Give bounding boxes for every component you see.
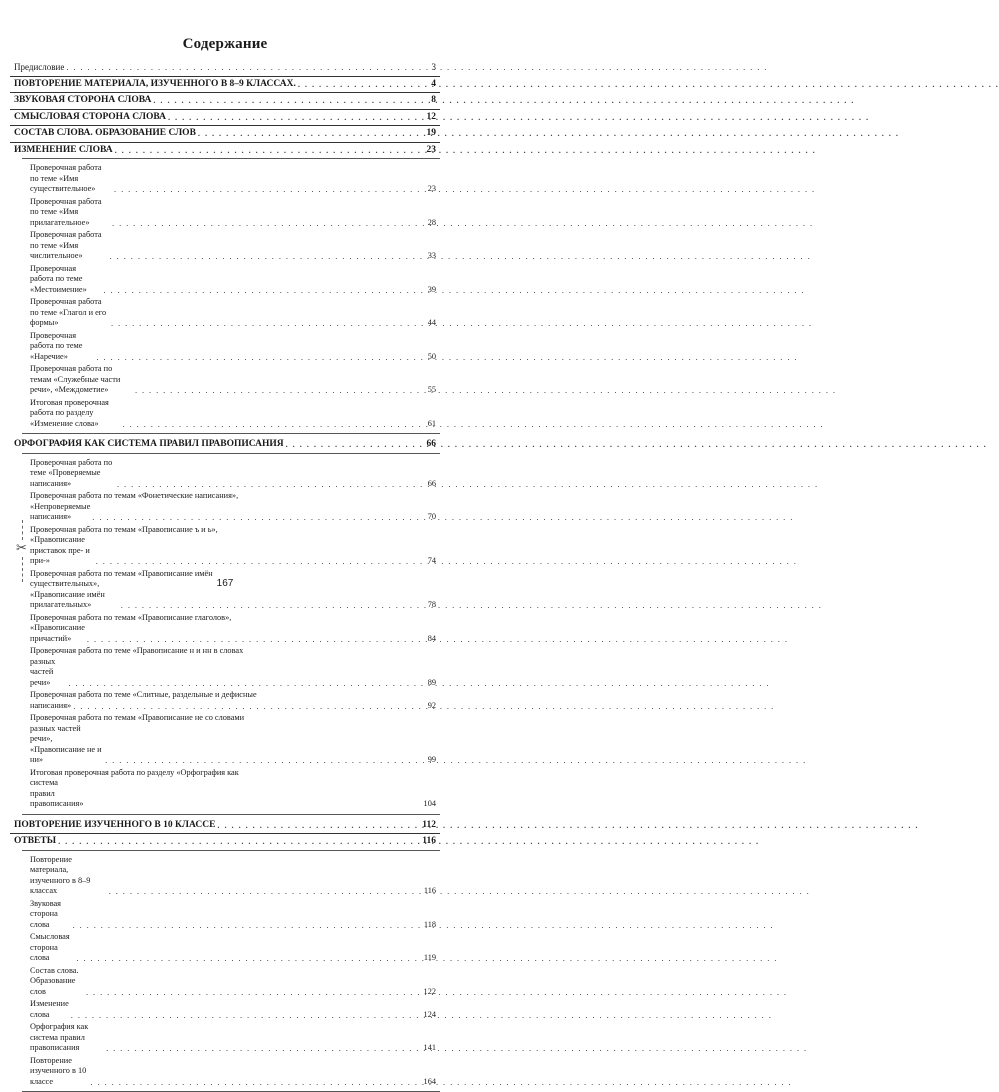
toc-subentry-page: 119	[420, 953, 436, 964]
toc-subentry-label: Проверочная работа по темам «Правописание не со словами	[30, 713, 436, 724]
toc-section-label: ЗВУКОВАЯ СТОРОНА СЛОВА	[14, 95, 151, 107]
toc-subentry-label: Проверочная работа по темам «Служебные части речи», «Междометие»	[30, 364, 133, 396]
toc-subentry-page: 89	[420, 678, 436, 689]
toc-subentry-label: разных частей речи», «Правописание не и ни»	[30, 724, 103, 766]
toc-subentry[interactable]	[22, 998, 440, 1021]
toc-subentry-page: 122	[420, 987, 436, 998]
toc-subentry-label: система правил правописания»	[30, 778, 83, 810]
toc-subentry-page: 78	[420, 600, 436, 611]
toc-subentry[interactable]	[22, 645, 440, 689]
toc-section[interactable]	[10, 126, 440, 142]
toc-subentry-label: Проверочная работа по теме «Глагол и его формы»	[30, 297, 109, 329]
toc-subentry-page: 44	[420, 318, 436, 329]
toc-subentry-label: разных частей речи»	[30, 657, 66, 689]
toc-subentry-label: Повторение материала, изученного в 8–9 классах	[30, 855, 107, 897]
toc-subentry-page: 39	[420, 285, 436, 296]
toc-subentry[interactable]	[22, 965, 440, 999]
toc-subentry-page: 99	[420, 755, 436, 766]
toc-subentry-label: Проверочная работа по темам «Правописание имён	[30, 569, 436, 580]
toc-subentry-label: Проверочная работа по теме «Местоимение»	[30, 264, 101, 296]
toc-section-label: СМЫСЛОВАЯ СТОРОНА СЛОВА	[14, 112, 166, 124]
toc-subentry-page: 61	[420, 419, 436, 430]
toc-section-label: ПОВТОРЕНИЕ МАТЕРИАЛА, ИЗУЧЕННОГО В 8–9 КЛАССАХ.	[14, 79, 296, 91]
toc-subentry-page: 55	[420, 385, 436, 396]
table-of-contents	[10, 60, 440, 1092]
toc-subentry-page: 28	[420, 218, 436, 229]
toc-subentry[interactable]	[22, 162, 440, 196]
toc-subentry[interactable]	[22, 229, 440, 263]
toc-section-page: 112	[420, 820, 436, 832]
toc-section-label: ОТВЕТЫ	[14, 836, 56, 848]
toc-subentry-label: Проверочная работа по теме «Проверяемые написания»	[30, 458, 115, 490]
toc-subentry-label: Итоговая проверочная работа по разделу «Орфография как	[30, 768, 436, 779]
subsection-list	[22, 850, 440, 1092]
toc-subentry[interactable]	[22, 854, 440, 898]
toc-subentry-label: Проверочная работа по теме «Правописание н и нн в словах	[30, 646, 436, 657]
toc-subentry[interactable]	[22, 196, 440, 230]
toc-subentry-label: Повторение изученного в 10 классе	[30, 1056, 89, 1088]
toc-subentry-label: Итоговая проверочная работа по разделу «Изменение слова»	[30, 398, 121, 430]
toc-subentry-page: 23	[420, 184, 436, 195]
toc-subentry-page: 141	[420, 1043, 436, 1054]
toc-section-page: 116	[420, 836, 436, 848]
toc-subentry-label: Проверочная работа по темам «Фонетические написания»,	[30, 491, 436, 502]
toc-section-page: 66	[420, 439, 436, 451]
toc-subentry-page: 116	[420, 886, 436, 897]
toc-entry-label: Предисловие	[14, 62, 64, 74]
toc-section-page: 12	[420, 112, 436, 124]
toc-subentry-page: 104	[420, 799, 436, 810]
toc-subentry[interactable]	[22, 1021, 440, 1055]
toc-section-page: 23	[420, 145, 436, 157]
toc-subentry-page: 92	[420, 701, 436, 712]
toc-section[interactable]	[10, 834, 440, 850]
toc-subentry[interactable]	[22, 397, 440, 431]
toc-subentry[interactable]	[22, 457, 440, 491]
toc-subentry[interactable]	[22, 490, 440, 524]
toc-section-label: ПОВТОРЕНИЕ ИЗУЧЕННОГО В 10 КЛАССЕ	[14, 820, 215, 832]
toc-section[interactable]	[10, 143, 440, 159]
toc-subentry-page: 33	[420, 251, 436, 262]
toc-subentry[interactable]	[22, 568, 440, 612]
toc-subentry-label: Смысловая сторона слова	[30, 932, 74, 964]
toc-subentry-label: Орфография как система правил правописания	[30, 1022, 104, 1054]
toc-subentry[interactable]	[22, 263, 440, 297]
toc-subentry[interactable]	[22, 689, 440, 712]
toc-section[interactable]	[10, 77, 440, 93]
toc-subentry[interactable]	[22, 767, 440, 811]
toc-subentry-label: Проверочная работа по темам «Правописание ъ и ь»,	[30, 525, 436, 536]
toc-subentry[interactable]	[22, 712, 440, 767]
toc-subentry-page: 66	[420, 479, 436, 490]
toc-subentry-page: 164	[420, 1077, 436, 1088]
toc-section[interactable]	[10, 818, 440, 834]
toc-section[interactable]	[10, 437, 440, 453]
toc-section-label: СОСТАВ СЛОВА. ОБРАЗОВАНИЕ СЛОВ	[14, 128, 196, 140]
toc-subentry-label: Звуковая сторона слова	[30, 899, 71, 931]
toc-subentry-label: «Непроверяемые написания»	[30, 502, 90, 523]
toc-subentry-page: 124	[420, 1010, 436, 1021]
subsection-list	[22, 453, 440, 815]
toc-subentry-label: Проверочная работа по теме «Имя существительное»	[30, 163, 112, 195]
toc-subentry-label: Проверочная работа по теме «Имя числительное»	[30, 230, 108, 262]
toc-subentry-page: 70	[420, 512, 436, 523]
toc-subentry[interactable]	[22, 330, 440, 364]
toc-entry-preface[interactable]	[10, 60, 440, 76]
toc-subentry[interactable]	[22, 931, 440, 965]
toc-section[interactable]	[10, 93, 440, 109]
toc-subentry[interactable]	[22, 363, 440, 397]
toc-subentry-label: Проверочная работа по темам «Правописание глаголов»,	[30, 613, 436, 624]
toc-subentry-page: 118	[420, 920, 436, 931]
toc-subentry-label: написания»	[30, 701, 71, 712]
toc-subentry-label: Изменение слова	[30, 999, 69, 1020]
toc-subentry-label: «Правописание причастий»	[30, 623, 85, 644]
cut-line	[22, 520, 23, 540]
toc-subentry[interactable]	[22, 898, 440, 932]
toc-subentry-label: существительных», «Правописание имён прилагательных»	[30, 579, 119, 611]
scissors-icon: ✂	[16, 541, 27, 556]
page-number: 167	[0, 578, 450, 589]
toc-subentry-label: Проверочная работа по теме «Имя прилагательное»	[30, 197, 110, 229]
toc-subentry[interactable]	[22, 612, 440, 646]
toc-subentry-page: 74	[420, 556, 436, 567]
toc-subentry-label: «Правописание приставок пре- и при-»	[30, 535, 94, 567]
toc-subentry-label: Проверочная работа по теме «Слитные, раздельные и дефисные	[30, 690, 436, 701]
toc-section-page: 19	[420, 128, 436, 140]
subsection-list	[22, 158, 440, 434]
toc-section-page: 4	[420, 79, 436, 91]
toc-section-label: ИЗМЕНЕНИЕ СЛОВА	[14, 145, 113, 157]
toc-section[interactable]	[10, 110, 440, 126]
toc-entry-page: 3	[420, 62, 436, 74]
toc-subentry-label: Проверочная работа по теме «Наречие»	[30, 331, 94, 363]
toc-section-page: 8	[420, 95, 436, 107]
toc-section-label: ОРФОГРАФИЯ КАК СИСТЕМА ПРАВИЛ ПРАВОПИСАНИЯ	[14, 439, 284, 451]
toc-subentry-page: 50	[420, 352, 436, 363]
toc-subentry[interactable]	[22, 1055, 440, 1089]
toc-subentry[interactable]	[22, 296, 440, 330]
toc-subentry-label: Состав слова. Образование слов	[30, 966, 84, 998]
page-title: Содержание	[0, 36, 450, 53]
toc-subentry[interactable]	[22, 524, 440, 568]
toc-subentry-page: 84	[420, 634, 436, 645]
